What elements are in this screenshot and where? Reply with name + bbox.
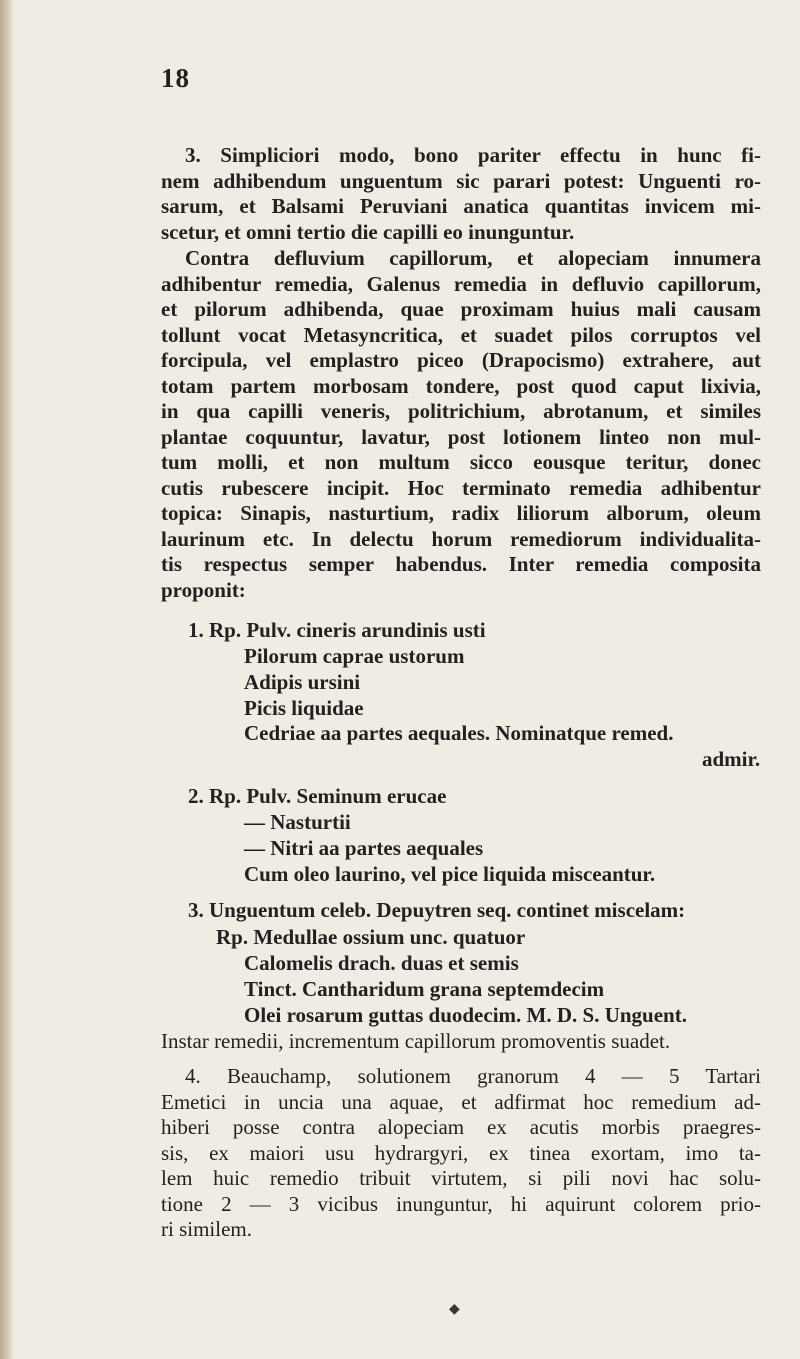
recipe-line: Cum oleo laurino, vel pice liquida misceantur. (244, 862, 656, 886)
text-line: tum molli, et non multum sicco eousque teritur, donec (161, 450, 761, 474)
recipe-line: Instar remedii, incrementum capillorum promoventis suadet. (161, 1029, 671, 1053)
text-line: sarum, et Balsami Peruviani anatica quantitas invicem mi- (161, 194, 761, 218)
text-line: in qua capilli veneris, politrichium, abrotanum, et similes (161, 399, 761, 423)
text-line: totam partem morbosam tondere, post quod caput lixivia, (161, 373, 761, 398)
recipe-line: Tinct. Cantharidum grana septemdecim (244, 977, 605, 1001)
text-line: adhibentur remedia, Galenus remedia in defluvio capillorum, (161, 271, 761, 296)
recipe-line: Picis liquidae (244, 696, 364, 720)
recipe-line: 2. Rp. Pulv. Seminum erucae (188, 784, 447, 808)
text-line: ri similem. (161, 1217, 252, 1241)
text-line: tis respectus semper habendus. Inter remedia composita (161, 552, 761, 576)
text-line: cutis rubescere incipit. Hoc terminato remedia adhibentur (161, 475, 761, 500)
paragraph-simpliciori (161, 143, 761, 245)
recipe-line: admir. (702, 747, 761, 771)
recipe-line: — Nasturtii (244, 810, 351, 834)
text-line: 3. Simpliciori modo, bono pariter effectu in hunc fi- (185, 143, 761, 167)
recipe-line: Cedriae aa partes aequales. Nominatque remed. (244, 721, 674, 745)
recipe-line: 1. Rp. Pulv. cineris arundinis usti (188, 618, 486, 642)
text-line: hiberi posse contra alopeciam ex acutis morbis praegres- (161, 1115, 761, 1139)
paragraph-beauchamp (161, 1064, 761, 1243)
text-line: tione 2 — 3 vicibus inunguntur, hi aquirunt colorem prio- (161, 1191, 761, 1216)
recipe-line: Olei rosarum guttas duodecim. M. D. S. Unguent. (244, 1003, 687, 1027)
text-line: tollunt vocat Metasyncritica, et suadet pilos corruptos vel (161, 322, 761, 347)
recipe-line: 3. Unguentum celeb. Depuytren seq. continet miscelam: (188, 898, 686, 922)
text-line: et pilorum adhibenda, quae proximam huius mali causam (161, 297, 761, 321)
text-line: topica: Sinapis, nasturtium, radix liliorum alborum, oleum (161, 501, 761, 525)
text-line: plantae coquuntur, lavatur, post lotionem linteo non mul- (161, 424, 761, 449)
recipe-line: Pilorum caprae ustorum (244, 644, 465, 668)
recipe-line: Adipis ursini (244, 670, 361, 694)
text-line: scetur, et omni tertio die capilli eo inunguntur. (161, 219, 575, 244)
text-line: lem huic remedio tribuit virtutem, si pili novi hac solu- (161, 1166, 761, 1190)
recipe-line: Calomelis drach. duas et semis (244, 951, 519, 975)
text-line: laurinum etc. In delectu horum remediorum individualita- (161, 526, 761, 551)
text-line: Contra defluvium capillorum, et alopeciam innumera (185, 246, 761, 270)
page-number: 18 (161, 63, 190, 93)
recipe-line: — Nitri aa partes aequales (244, 836, 484, 860)
text-line: sis, ex maiori usu hydrargyri, ex tinea exortam, imo ta- (161, 1140, 761, 1165)
text-line: nem adhibendum unguentum sic parari potest: Unguenti ro- (161, 168, 761, 193)
printer-mark-icon: ◆ (449, 1302, 460, 1317)
text-line: 4. Beauchamp, solutionem granorum 4 — 5 Tartari (185, 1064, 761, 1088)
recipe-line: Rp. Medullae ossium unc. quatuor (216, 925, 526, 949)
text-line: forcipula, vel emplastro piceo (Drapocismo) extrahere, aut (161, 348, 761, 372)
text-line: Emetici in uncia una aquae, et adfirmat hoc remedium ad- (161, 1089, 761, 1114)
paragraph-contra-defluvium (161, 246, 761, 603)
text-line: proponit: (161, 577, 246, 602)
